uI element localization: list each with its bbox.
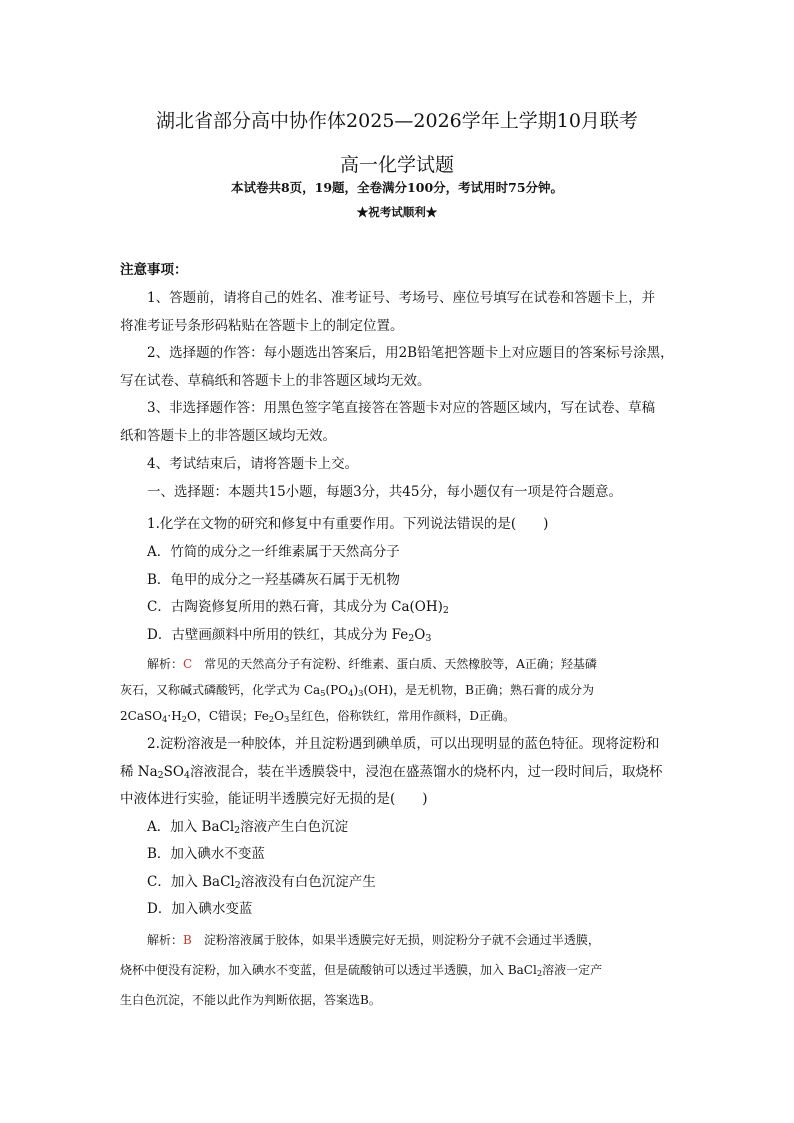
notes-heading: 注意事项： <box>120 262 188 278</box>
note-1-line1: 1、答题前，请将自己的姓名、准考证号、考场号、座位号填写在试卷和答题卡上，并 <box>147 290 656 306</box>
q2-stem-line3: 中液体进行实验，能证明半透膜完好无损的是( ) <box>120 791 428 807</box>
q2-option-c: C．加入 BaCl$_2$溶液没有白色沉淀产生 <box>147 874 376 891</box>
q2-stem-line1: 2.淀粉溶液是一种胶体，并且淀粉遇到碘单质，可以出现明显的蓝色特征。现将淀粉和 <box>147 736 660 752</box>
exam-info: 本试卷共8页，19题，全卷满分100分，考试用时75分钟。 <box>230 180 564 195</box>
note-1-line2: 将准考证号条形码粘贴在答题卡上的制定位置。 <box>120 318 404 334</box>
note-2-line2: 写在试卷、草稿纸和答题卡上的非答题区域均无效。 <box>120 373 431 389</box>
q2-explanation-line3: 生白色沉淀，不能以此作为判断依据，答案选B。 <box>120 993 381 1007</box>
q1-stem: 1.化学在文物的研究和修复中有重要作用。下列说法错误的是( ) <box>147 516 549 532</box>
exam-wish: ★祝考试顺利★ <box>356 205 438 219</box>
q2-answer: B <box>183 933 192 947</box>
section-heading: 一、选择题：本题共15小题，每题3分，共45分，每小题仅有一项是符合题意。 <box>147 484 622 500</box>
q2-option-a: A．加入 BaCl$_2$溶液产生白色沉淀 <box>147 819 349 836</box>
q2-option-b: B．加入碘水不变蓝 <box>147 846 265 862</box>
q2-stem-line2: 稀 $Na_2SO_4$溶液混合，装在半透膜袋中，浸泡在盛蒸馏水的烧杯内，过一段时间后，取烧杯 <box>120 764 663 781</box>
note-3-line1: 3、非选择题作答：用黑色签字笔直接答在答题卡对应的答题区域内，写在试卷、草稿 <box>147 400 656 416</box>
q1-explanation-line3: $2CaSO_4\cdot H_2O$，C错误；$Fe_2O_3$呈红色，俗称铁红，常用作颜料，D正确。 <box>120 709 515 724</box>
note-4: 4、考试结束后，请将答题卡上交。 <box>147 456 359 472</box>
q1-explanation-line2: 灰石，又称碱式磷酸钙，化学式为 $Ca_5(PO_4)_3(OH)$，是无机物，B正确；熟石膏的成分为 <box>120 683 594 698</box>
note-3-line2: 纸和答题卡上的非答题区域均无效。 <box>120 428 336 444</box>
q1-answer: C <box>183 657 193 671</box>
exam-subtitle: 高一化学试题 <box>339 154 454 176</box>
exam-title: 湖北省部分高中协作体2025—2026学年上学期10月联考 <box>156 110 638 132</box>
q2-option-d: D．加入碘水变蓝 <box>147 901 253 917</box>
q1-option-a: A．竹简的成分之一纤维素属于天然高分子 <box>147 544 400 560</box>
note-2-line1: 2、选择题的作答：每小题选出答案后，用2B铅笔把答题卡上对应题目的答案标号涂黑， <box>147 345 674 361</box>
q2-explanation-line1: 解析：B 淀粉溶液属于胶体，如果半透膜完好无损，则淀粉分子就不会通过半透膜， <box>147 933 600 947</box>
q1-option-d: D．古壁画颜料中所用的铁红，其成分为 $Fe_2O_3$ <box>147 627 432 644</box>
q2-explanation-line2: 烧杯中便没有淀粉，加入碘水不变蓝，但是硫酸钠可以透过半透膜，加入 BaCl$_2$溶液一定产 <box>120 963 603 978</box>
q1-option-b: B．龟甲的成分之一羟基磷灰石属于无机物 <box>147 572 400 588</box>
q1-option-c: C．古陶瓷修复所用的熟石膏，其成分为 $Ca(OH)_2$ <box>147 599 449 616</box>
q1-explanation-line1: 解析：C 常见的天然高分子有淀粉、纤维素、蛋白质、天然橡胶等，A正确；羟基磷 <box>147 657 597 671</box>
